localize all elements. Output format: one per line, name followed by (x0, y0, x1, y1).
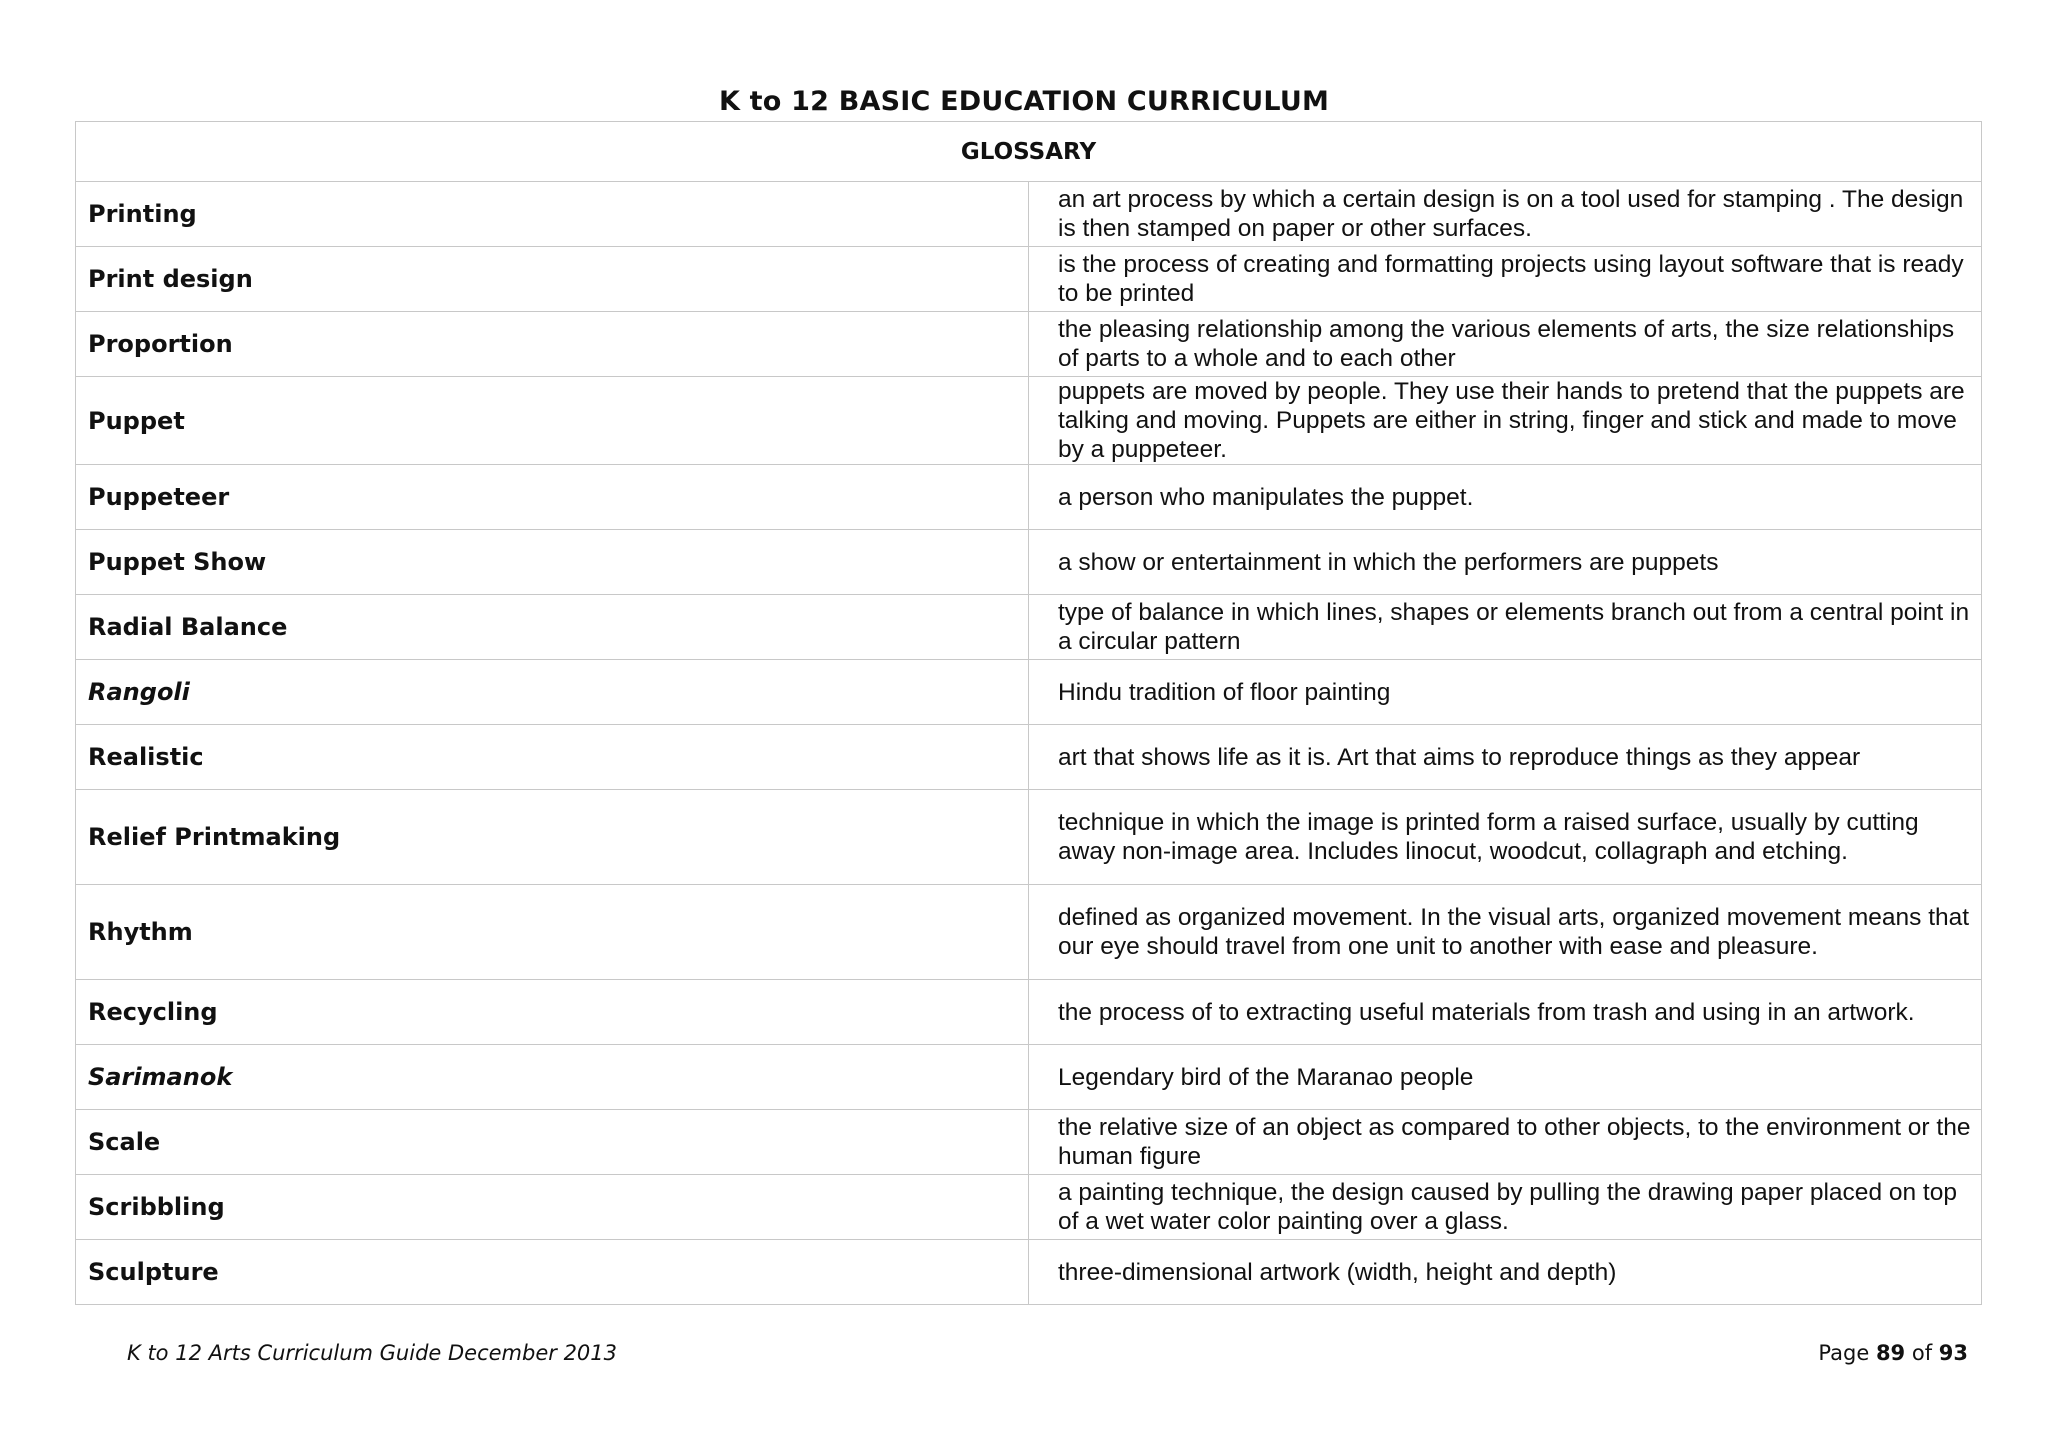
table-row (76, 980, 1982, 1045)
glossary-definition: three-dimensional artwork (width, height and depth) (1029, 1240, 1982, 1305)
table-row (76, 312, 1982, 377)
table-row (76, 790, 1982, 885)
glossary-term: Recycling (76, 980, 1029, 1045)
glossary-definition: an art process by which a certain design is on a tool used for stamping . The design is then stamped on paper or other surfaces. (1029, 182, 1982, 247)
table-row (76, 530, 1982, 595)
table-row (76, 1110, 1982, 1175)
page-prefix: Page (1818, 1341, 1876, 1365)
table-row (76, 1175, 1982, 1240)
glossary-term: Sarimanok (76, 1045, 1029, 1110)
glossary-definition: the pleasing relationship among the various elements of arts, the size relationships of parts to a whole and to each other (1029, 312, 1982, 377)
glossary-table (75, 121, 1982, 1305)
glossary-term: Sculpture (76, 1240, 1029, 1305)
glossary-term: Radial Balance (76, 595, 1029, 660)
table-row (76, 247, 1982, 312)
table-row (76, 1045, 1982, 1110)
glossary-term: Relief Printmaking (76, 790, 1029, 885)
page-number (1818, 1341, 1968, 1365)
glossary-term: Printing (76, 182, 1029, 247)
glossary-term: Realistic (76, 725, 1029, 790)
table-row (76, 595, 1982, 660)
document-title: K to 12 BASIC EDUCATION CURRICULUM (718, 86, 1330, 117)
glossary-definition: Hindu tradition of floor painting (1029, 660, 1982, 725)
glossary-term: Scribbling (76, 1175, 1029, 1240)
glossary-definition: art that shows life as it is. Art that aims to reproduce things as they appear (1029, 725, 1982, 790)
table-row (76, 725, 1982, 790)
table-row (76, 182, 1982, 247)
table-row (76, 660, 1982, 725)
glossary-term: Puppet Show (76, 530, 1029, 595)
page-total: 93 (1938, 1341, 1968, 1365)
table-row (76, 1240, 1982, 1305)
footer-guide-title: K to 12 Arts Curriculum Guide December 2013 (127, 1341, 618, 1365)
glossary-definition: Legendary bird of the Maranao people (1029, 1045, 1982, 1110)
glossary-definition: a show or entertainment in which the performers are puppets (1029, 530, 1982, 595)
glossary-definition: defined as organized movement. In the visual arts, organized movement means that our eye should travel from one unit to another with ease and pleasure. (1029, 885, 1982, 980)
glossary-definition: the relative size of an object as compared to other objects, to the environment or the human figure (1029, 1110, 1982, 1175)
glossary-header: GLOSSARY (76, 122, 1982, 182)
glossary-term: Proportion (76, 312, 1029, 377)
glossary-term: Rhythm (76, 885, 1029, 980)
glossary-definition: a painting technique, the design caused by pulling the drawing paper placed on top of a wet water color painting over a glass. (1029, 1175, 1982, 1240)
glossary-term: Print design (76, 247, 1029, 312)
glossary-definition: is the process of creating and formatting projects using layout software that is ready to be printed (1029, 247, 1982, 312)
glossary-definition: the process of to extracting useful materials from trash and using in an artwork. (1029, 980, 1982, 1045)
glossary-term: Scale (76, 1110, 1029, 1175)
glossary-term: Puppeteer (76, 465, 1029, 530)
page-of: of (1905, 1341, 1939, 1365)
page-current: 89 (1875, 1341, 1906, 1365)
glossary-term: Rangoli (76, 660, 1029, 725)
glossary-header-row (76, 122, 1982, 182)
glossary-term: Puppet (76, 377, 1029, 465)
table-row (76, 885, 1982, 980)
glossary-definition: puppets are moved by people. They use their hands to pretend that the puppets are talking and moving. Puppets are either in string, finger and stick and made to move by a puppeteer. (1029, 377, 1982, 465)
glossary-definition: type of balance in which lines, shapes or elements branch out from a central point in a circular pattern (1029, 595, 1982, 660)
table-row (76, 377, 1982, 465)
glossary-definition: a person who manipulates the puppet. (1029, 465, 1982, 530)
glossary-definition: technique in which the image is printed form a raised surface, usually by cutting away non-image area. Includes linocut, woodcut, collagraph and etching. (1029, 790, 1982, 885)
table-row (76, 465, 1982, 530)
